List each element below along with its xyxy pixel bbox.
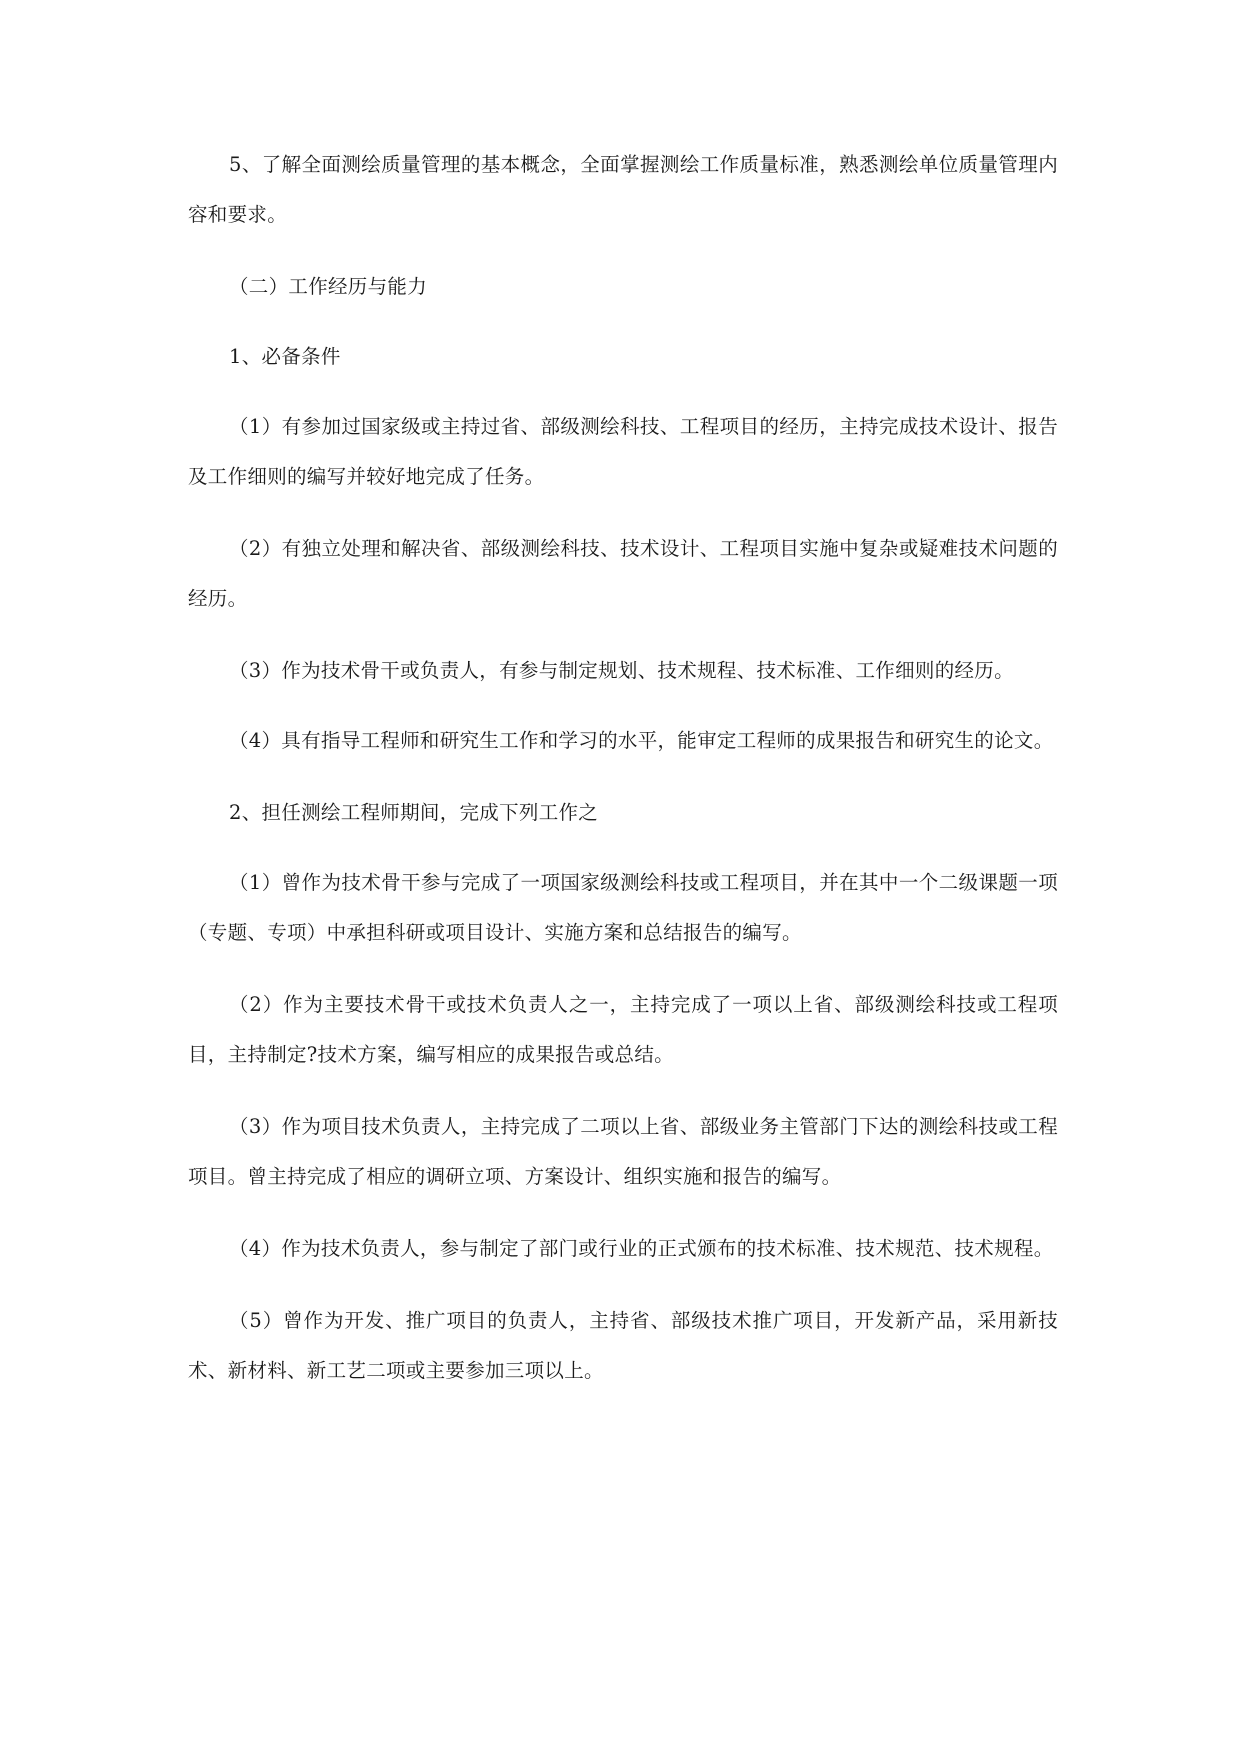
subheading-required-conditions: 1、必备条件 bbox=[229, 345, 341, 368]
paragraph-condition-4: （4）具有指导工程师和研究生工作和学习的水平，能审定工程师的成果报告和研究生的论文。 bbox=[229, 729, 1054, 752]
section-heading-work-experience: （二）工作经历与能力 bbox=[229, 275, 428, 298]
document-page bbox=[188, 140, 1058, 1418]
paragraph-work-3: （3）作为项目技术负责人，主持完成了二项以上省、部级业务主管部门下达的测绘科技或工程项目。曾主持完成了相应的调研立项、方案设计、组织实施和报告的编写。 bbox=[188, 1115, 1058, 1188]
paragraph-work-1: （1）曾作为技术骨干参与完成了一项国家级测绘科技或工程项目，并在其中一个二级课题一项（专题、专项）中承担科研或项目设计、实施方案和总结报告的编写。 bbox=[188, 871, 1058, 944]
paragraph-condition-1: （1）有参加过国家级或主持过省、部级测绘科技、工程项目的经历，主持完成技术设计、报告及工作细则的编写并较好地完成了任务。 bbox=[188, 415, 1058, 488]
paragraph-work-2: （2）作为主要技术骨干或技术负责人之一，主持完成了一项以上省、部级测绘科技或工程项目，主持制定?技术方案，编写相应的成果报告或总结。 bbox=[188, 993, 1058, 1066]
paragraph-work-4: （4）作为技术负责人，参与制定了部门或行业的正式颁布的技术标准、技术规范、技术规程。 bbox=[229, 1237, 1054, 1260]
subheading-engineer-period: 2、担任测绘工程师期间，完成下列工作之 bbox=[229, 801, 599, 824]
paragraph-work-5: （5）曾作为开发、推广项目的负责人，主持省、部级技术推广项目，开发新产品，采用新技术、新材料、新工艺二项或主要参加三项以上。 bbox=[188, 1309, 1058, 1382]
paragraph-quality-management: 5、了解全面测绘质量管理的基本概念，全面掌握测绘工作质量标准，熟悉测绘单位质量管理内容和要求。 bbox=[188, 153, 1058, 226]
paragraph-condition-3: （3）作为技术骨干或负责人，有参与制定规划、技术规程、技术标准、工作细则的经历。 bbox=[229, 659, 1014, 682]
paragraph-condition-2: （2）有独立处理和解决省、部级测绘科技、技术设计、工程项目实施中复杂或疑难技术问题的经历。 bbox=[188, 537, 1058, 610]
